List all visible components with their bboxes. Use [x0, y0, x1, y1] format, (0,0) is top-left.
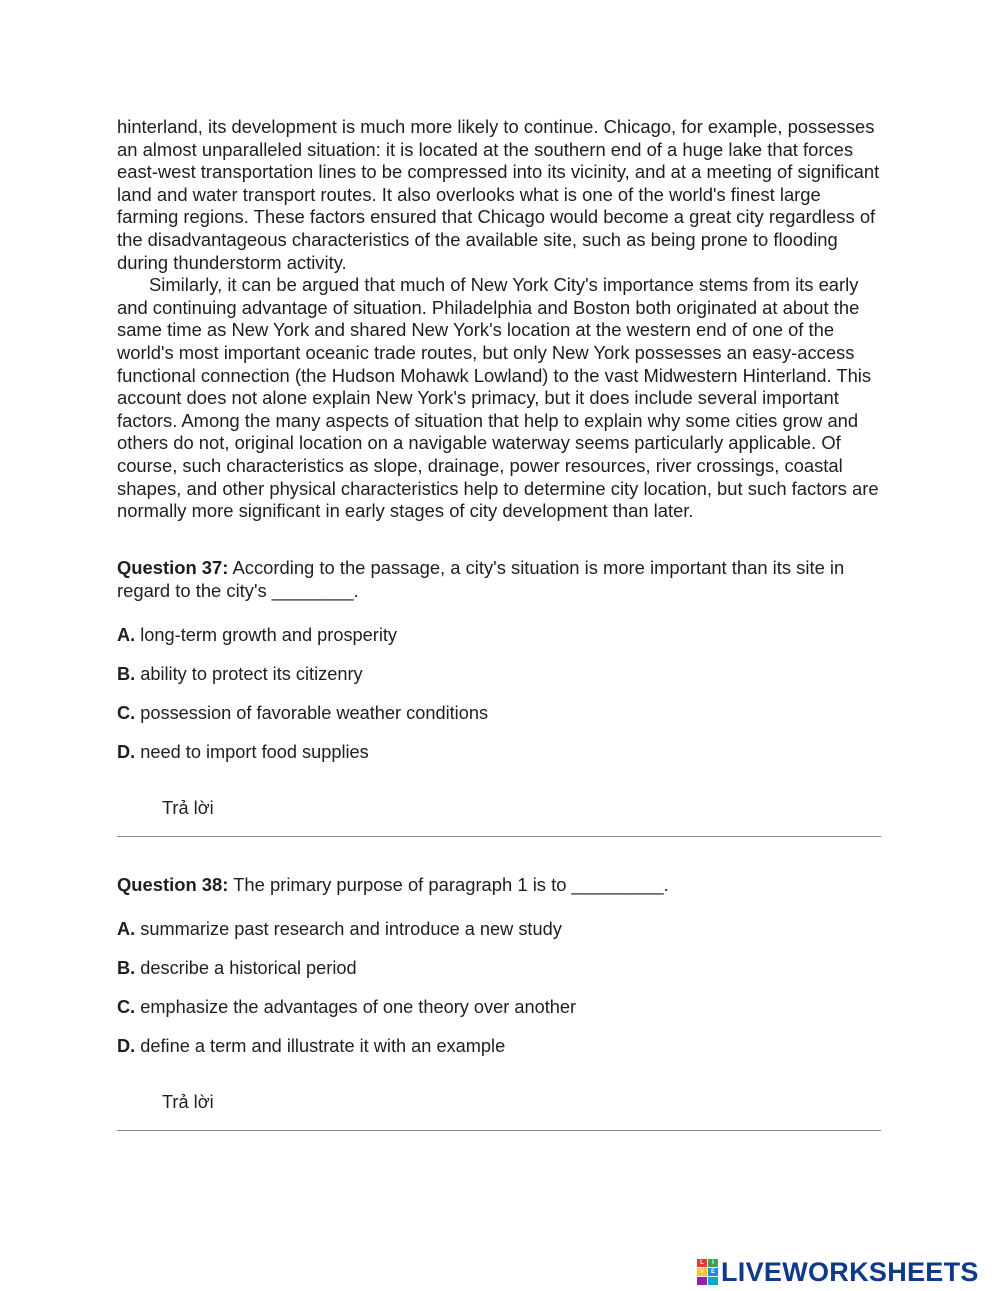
- option-letter: D.: [117, 742, 136, 762]
- option-text: need to import food supplies: [140, 742, 369, 762]
- passage-paragraph: hinterland, its development is much more likely to continue. Chicago, for example, possesses an almost unparalleled situation: it is located at the southern end of a huge lake that forces east-west transportation lines to be compressed into its vicinity, and at a meeting of significant land and water transport routes. It also overlooks what is one of the world's finest large farming regions. These factors ensured that Chicago would become a great city regardless of the disadvantageous characteristics of the available site, such as being prone to flooding during thunderstorm activity.: [117, 116, 880, 273]
- option-letter: C.: [117, 997, 136, 1017]
- logo-block-letter: E: [708, 1268, 718, 1276]
- logo-block-letter: V: [697, 1268, 707, 1276]
- answer-input-line[interactable]: [117, 836, 881, 837]
- reading-passage: [117, 116, 887, 523]
- option-letter: C.: [117, 703, 136, 723]
- question-text: According to the passage, a city's situation is more important than its site in regard to the city's ________.: [117, 557, 845, 601]
- answer-label: Trả lời: [162, 1092, 214, 1112]
- option-text: ability to protect its citizenry: [140, 664, 363, 684]
- option-text: summarize past research and introduce a new study: [140, 919, 562, 939]
- logo-block: [697, 1277, 707, 1285]
- logo-text: LIVEWORKSHEETS: [721, 1256, 979, 1287]
- logo-block: [708, 1277, 718, 1285]
- option-text: possession of favorable weather conditions: [140, 703, 489, 723]
- option-letter: B.: [117, 958, 136, 978]
- liveworksheets-logo: [697, 1254, 979, 1290]
- question-label: Question 37:: [117, 557, 229, 578]
- answer-label: Trả lời: [162, 798, 214, 818]
- option-text: emphasize the advantages of one theory over another: [140, 997, 577, 1017]
- answer-option-b: [117, 957, 357, 979]
- option-letter: A.: [117, 625, 136, 645]
- answer-option-d: [117, 741, 369, 763]
- question-37: [117, 557, 887, 602]
- logo-block-letter: I: [708, 1259, 718, 1267]
- option-letter: B.: [117, 664, 136, 684]
- option-text: describe a historical period: [140, 958, 357, 978]
- question-38: [117, 874, 887, 897]
- question-label: Question 38:: [117, 874, 229, 895]
- answer-option-c: [117, 996, 576, 1018]
- option-letter: D.: [117, 1036, 136, 1056]
- answer-input-line[interactable]: [117, 1130, 881, 1131]
- question-text: The primary purpose of paragraph 1 is to _________.: [233, 874, 669, 895]
- passage-paragraph: Similarly, it can be argued that much of New York City's importance stems from its early and continuing advantage of situation. Philadelphia and Boston both originated at about the same time as New York and shared New York's location at the western end of one of the world's most important oceanic trade routes, but only New York possesses an easy-access functional connection (the Hudson Mohawk Lowland) to the vast Midwestern Hinterland. This account does not alone explain New York's primacy, but it does include several important factors. Among the many aspects of situation that help to explain why some cities grow and others do not, original location on a navigable waterway seems particularly applicable. Of course, such characteristics as slope, drainage, power resources, river crossings, coastal shapes, and other physical characteristics help to determine city location, but such factors are normally more significant in early stages of city development than later.: [117, 274, 879, 522]
- answer-option-a: [117, 624, 397, 646]
- answer-option-a: [117, 918, 562, 940]
- option-text: define a term and illustrate it with an example: [140, 1036, 506, 1056]
- option-text: long-term growth and prosperity: [140, 625, 398, 645]
- logo-blocks-icon: [697, 1259, 718, 1285]
- option-letter: A.: [117, 919, 136, 939]
- answer-option-b: [117, 663, 363, 685]
- answer-option-c: [117, 702, 488, 724]
- answer-option-d: [117, 1035, 505, 1057]
- logo-block-letter: L: [697, 1259, 707, 1267]
